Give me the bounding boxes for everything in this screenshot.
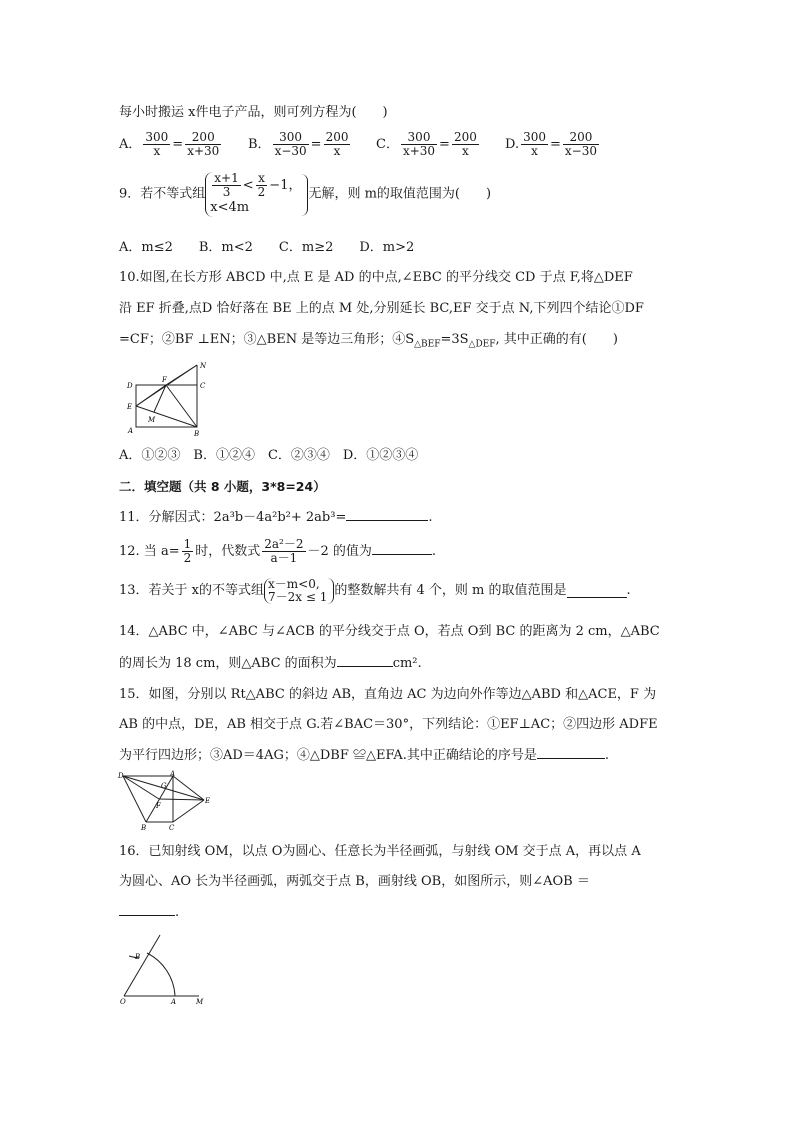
q16-line1: 16．已知射线 OM，以点 O为圆心、任意长为半径画弧，与射线 OM 交于点 A，再以点 A xyxy=(119,844,641,859)
q13: 13．若关于 x的不等式组 x－m<0, 7－2x ≤ 1 的整数解共有 4 个，则 m 的取值范围是 . xyxy=(119,577,631,604)
q14-answer-blank[interactable] xyxy=(337,654,393,667)
q8-option-b: B． $\frac{300}{x-30}$ = $\frac{200}{x}$ xyxy=(248,130,349,158)
q9-options: A．m≤2 B．m<2 C．m≥2 D．m>2 xyxy=(119,240,415,255)
q15-label-b: B xyxy=(141,824,147,832)
q11-answer-blank[interactable] xyxy=(346,508,428,521)
q12: 12. 当 a= $\frac{1}{2}$ 时，代数式 $\frac{\text{2a²－2}}{a-1}$ －2 的值为 . xyxy=(119,537,437,565)
q15-line3: 为平行四边形；③AD＝4AG；④△DBF ≌△EFA.其中正确结论的序号是 . xyxy=(119,748,610,763)
q13-answer-blank[interactable] xyxy=(567,585,627,598)
q8-option-d: D. $\frac{300}{x}$ = $\frac{200}{x-30}$ xyxy=(505,130,597,158)
q15-label-d: D xyxy=(118,772,124,780)
q10-options: A．①②③ B．①②④ C．②③④ D．①②③④ xyxy=(119,448,419,463)
q13-inequality-system: x－m<0, 7－2x ≤ 1 xyxy=(264,578,327,604)
q10-label-n: N xyxy=(200,362,207,370)
q10-label-b: B xyxy=(194,430,200,438)
q15-answer-blank[interactable] xyxy=(537,746,605,759)
q16-figure xyxy=(117,930,207,1008)
q10-label-a: A xyxy=(128,427,134,435)
q16-label-a: A xyxy=(171,998,177,1006)
q16-answer-blank[interactable] xyxy=(119,903,175,916)
q10-line2: 沿 EF 折叠,点D 恰好落在 BE 上的点 M 处,分别延长 BC,EF 交于点 N,下列四个结论①DF xyxy=(119,301,644,316)
q10-label-e: E xyxy=(127,403,133,411)
q16-line2: 为圆心、AO 长为半径画弧，两弧交于点 B，画射线 OB，如图所示，则∠AOB ＝ xyxy=(119,874,590,889)
section-2-heading: 二．填空题（共 8 小题，3*8=24） xyxy=(119,479,326,494)
q15-label-c: C xyxy=(169,824,175,832)
q10-line1: 10.如图,在长方形 ABCD 中,点 E 是 AD 的中点,∠EBC 的平分线交 CD 于点 F,将△DEF xyxy=(119,270,633,285)
q15-label-e: E xyxy=(205,797,211,805)
q9-inequality-system: $\frac{x+1}{3}$ < $\frac{x}{2}$ −1， x<4m xyxy=(205,172,301,217)
q15-label-g: G xyxy=(161,782,167,790)
q14-line2: 的周长为 18 cm，则△ABC 的面积为 cm². xyxy=(119,656,422,671)
q10-line3: =CF；②BF ⊥EN；③△BEN 是等边三角形；$④S_{\triangle BEF}=3S_{\triangle DEF}$, 其中正确的有( ) xyxy=(119,332,618,350)
q16-line3: . xyxy=(119,903,179,922)
q16-label-o: O xyxy=(120,998,126,1006)
q15-line2: AB 的中点，DE，AB 相交于点 G.若∠BAC＝30°，下列结论：①EF⊥AC；②四边形 ADFE xyxy=(119,717,658,732)
q8-option-c: C． $\frac{300}{x+30}$ = $\frac{200}{x}$ xyxy=(376,130,477,158)
q10-label-d: D xyxy=(127,382,133,390)
q8-intro: 每小时搬运 x件电子产品，则可列方程为( ) xyxy=(119,105,388,120)
q15-line1: 15．如图，分别以 Rt△ABC 的斜边 AB，直角边 AC 为边向外作等边△ABD 和△ACE，F 为 xyxy=(119,687,657,702)
q15-label-f: F xyxy=(156,802,161,810)
q15-label-a: A xyxy=(170,770,176,778)
q10-label-m: M xyxy=(148,416,156,424)
q11: 11．分解因式：2a³b－4a²b²+ 2ab³= . xyxy=(119,510,433,525)
q12-answer-blank[interactable] xyxy=(372,542,432,555)
q16-label-m: M xyxy=(196,998,204,1006)
q14-line1: 14．△ABC 中，∠ABC 与∠ACB 的平分线交于点 O，若点 O到 BC 的距离为 2 cm，△ABC xyxy=(119,624,660,639)
q9-question: 9．若不等式组 $\frac{x+1}{3}$ < $\frac{x}{2}$ −1， x<4m 无解，则 m的取值范围为( ) xyxy=(119,171,492,215)
q10-figure xyxy=(118,360,213,440)
q16-label-b: B xyxy=(135,953,141,961)
q8-option-a: A． $\frac{300}{x}$ = $\frac{200}{x+30}$ xyxy=(119,130,220,158)
q10-label-c: C xyxy=(200,382,206,390)
q10-label-f: F xyxy=(162,376,167,384)
q15-figure xyxy=(116,770,216,832)
